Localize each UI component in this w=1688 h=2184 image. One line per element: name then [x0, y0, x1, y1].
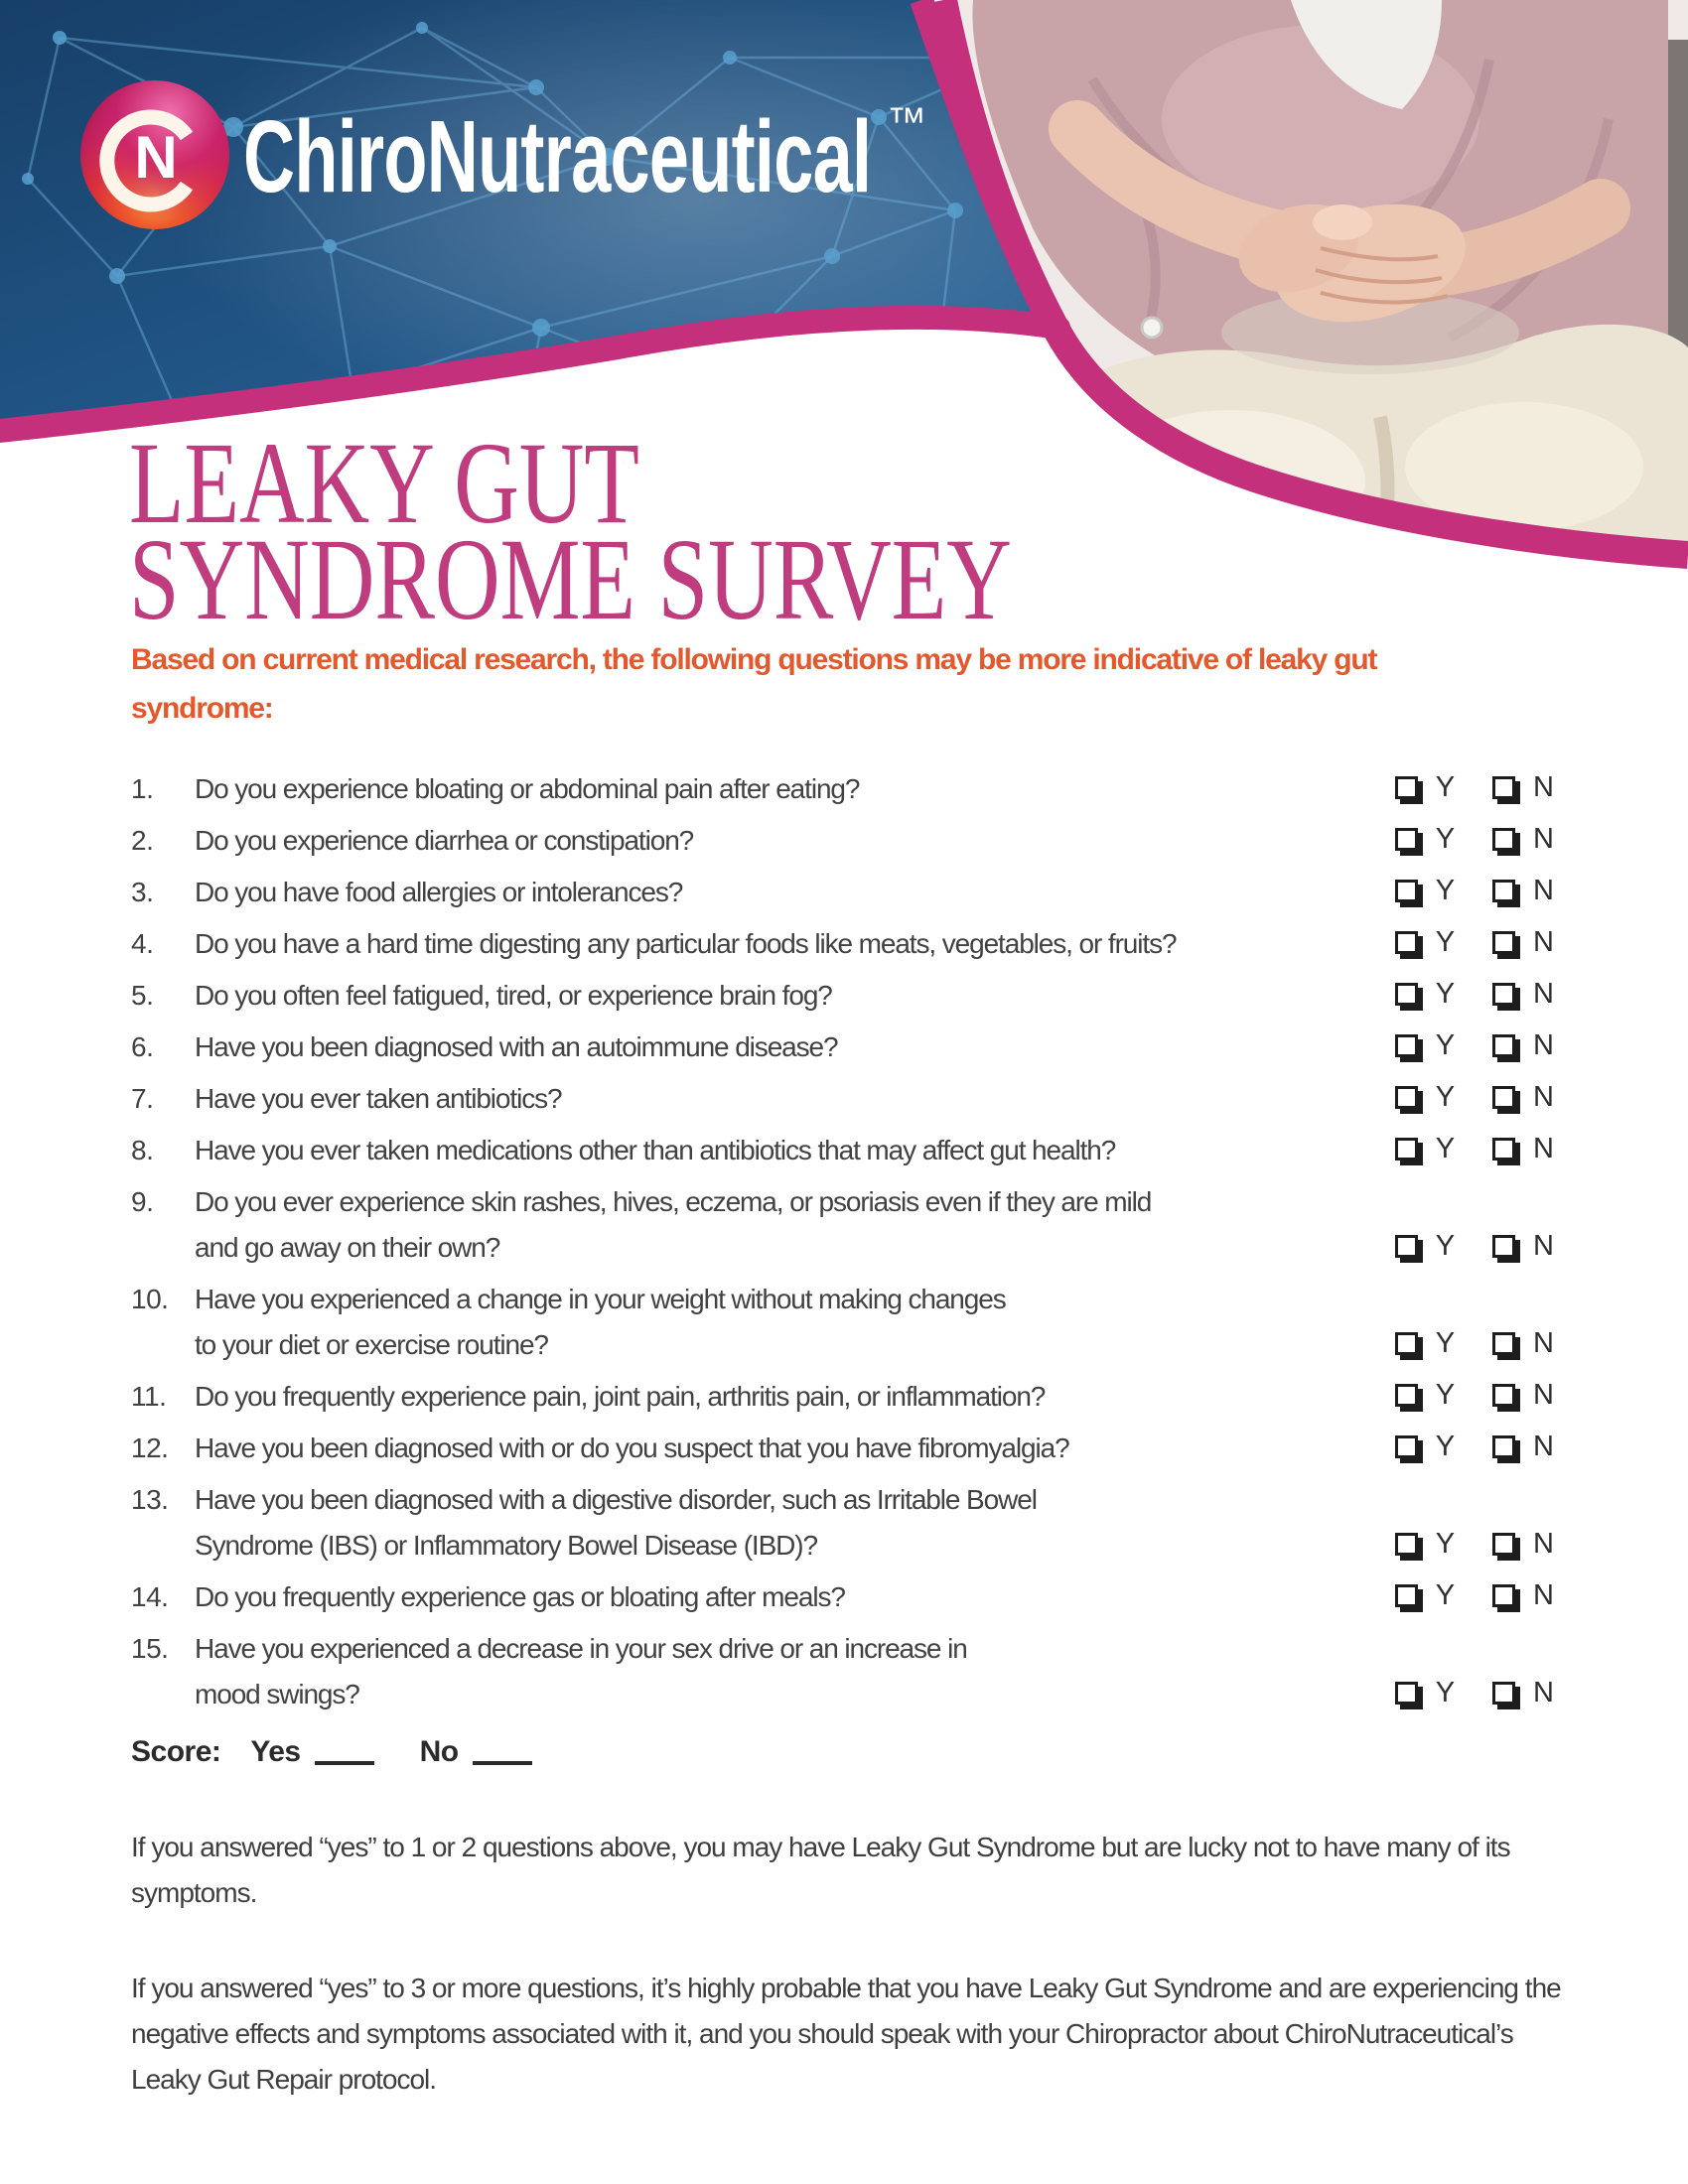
question-text	[195, 1128, 1383, 1173]
answer-options	[1383, 1379, 1554, 1412]
checkbox-no[interactable]	[1492, 776, 1515, 799]
question-text	[195, 1179, 1383, 1271]
answer-options	[1383, 978, 1554, 1011]
checkbox-no[interactable]	[1492, 1435, 1515, 1458]
score-yes-label: Yes	[250, 1735, 301, 1768]
checkbox-yes[interactable]	[1395, 828, 1418, 851]
answer-yes-label: Y	[1435, 926, 1456, 958]
answer-yes-group	[1395, 1133, 1455, 1165]
checkbox-yes[interactable]	[1395, 1332, 1418, 1355]
question-number: 2.	[131, 825, 154, 856]
question-number: 12.	[131, 1433, 169, 1463]
question-list	[131, 766, 1554, 1723]
checkbox-no[interactable]	[1492, 931, 1515, 954]
question-row	[131, 1277, 1554, 1368]
logo-letter-n: N	[134, 124, 178, 191]
answer-yes-label: Y	[1435, 978, 1456, 1010]
checkbox-yes[interactable]	[1395, 880, 1418, 902]
answer-yes-label: Y	[1435, 1230, 1456, 1262]
question-line: mood swings?	[195, 1679, 359, 1709]
question-row	[131, 1024, 1554, 1070]
answer-no-label: N	[1533, 1133, 1554, 1164]
question-text	[195, 973, 1383, 1019]
checkbox-yes[interactable]	[1395, 931, 1418, 954]
question-line: Have you experienced a change in your weight without making changes	[195, 1284, 1006, 1314]
answer-no-group	[1492, 1579, 1554, 1612]
checkbox-yes[interactable]	[1395, 1584, 1418, 1607]
question-text	[195, 870, 1383, 915]
question-number: 11.	[131, 1381, 167, 1412]
page-title-line2: SYNDROME SURVEY	[129, 514, 1012, 644]
question-line: Have you been diagnosed with a digestive disorder, such as Irritable Bowel	[195, 1484, 1037, 1515]
question-line: Do you have food allergies or intolerances?	[195, 877, 683, 907]
question-line: Do you often feel fatigued, tired, or experience brain fog?	[195, 980, 832, 1011]
question-row	[131, 1426, 1554, 1471]
answer-options	[1383, 1081, 1554, 1114]
question-text	[195, 1024, 1383, 1070]
answer-yes-group	[1395, 1528, 1455, 1561]
checkbox-yes[interactable]	[1395, 1435, 1418, 1458]
question-line: Do you have a hard time digesting any particular foods like meats, vegetables, or fruits?	[195, 928, 1177, 959]
checkbox-no[interactable]	[1492, 1034, 1515, 1057]
answer-no-group	[1492, 1431, 1554, 1463]
checkbox-no[interactable]	[1492, 880, 1515, 902]
answer-yes-label: Y	[1435, 1029, 1456, 1061]
answer-no-label: N	[1533, 875, 1554, 906]
question-text	[195, 1277, 1383, 1368]
answer-no-label: N	[1533, 926, 1554, 958]
checkbox-no[interactable]	[1492, 1235, 1515, 1258]
answer-yes-group	[1395, 926, 1455, 959]
question-row	[131, 1626, 1554, 1717]
checkbox-yes[interactable]	[1395, 1384, 1418, 1407]
answer-yes-group	[1395, 1230, 1455, 1263]
question-row	[131, 973, 1554, 1019]
checkbox-yes[interactable]	[1395, 1235, 1418, 1258]
checkbox-no[interactable]	[1492, 1533, 1515, 1556]
checkbox-yes[interactable]	[1395, 1533, 1418, 1556]
question-line: Do you experience diarrhea or constipation?	[195, 825, 694, 856]
question-text	[195, 1477, 1383, 1569]
answer-options	[1383, 926, 1554, 959]
question-text	[195, 1426, 1383, 1471]
question-text	[195, 921, 1383, 967]
question-number: 10.	[131, 1284, 169, 1314]
answer-yes-group	[1395, 875, 1455, 907]
question-number: 4.	[131, 928, 154, 959]
checkbox-no[interactable]	[1492, 983, 1515, 1006]
answer-no-group	[1492, 1133, 1554, 1165]
answer-no-label: N	[1533, 1327, 1554, 1359]
question-row	[131, 1477, 1554, 1569]
question-row	[131, 766, 1554, 812]
answer-no-label: N	[1533, 1579, 1554, 1611]
question-row	[131, 921, 1554, 967]
answer-options	[1383, 1230, 1554, 1263]
answer-options	[1383, 771, 1554, 804]
checkbox-no[interactable]	[1492, 1384, 1515, 1407]
answer-yes-group	[1395, 1431, 1455, 1463]
checkbox-yes[interactable]	[1395, 983, 1418, 1006]
answer-no-group	[1492, 1230, 1554, 1263]
question-number: 5.	[131, 980, 154, 1011]
checkbox-yes[interactable]	[1395, 776, 1418, 799]
score-row	[131, 1735, 578, 1769]
answer-options	[1383, 1133, 1554, 1165]
question-line: Do you frequently experience pain, joint pain, arthritis pain, or inflammation?	[195, 1381, 1046, 1412]
checkbox-no[interactable]	[1492, 1138, 1515, 1160]
answer-yes-label: Y	[1435, 823, 1456, 855]
question-text	[195, 1574, 1383, 1620]
answer-yes-group	[1395, 1327, 1455, 1360]
question-line: to your diet or exercise routine?	[195, 1329, 548, 1360]
trademark-symbol: ™	[887, 100, 926, 144]
answer-yes-label: Y	[1435, 1528, 1456, 1560]
question-number: 13.	[131, 1484, 169, 1515]
question-line: Syndrome (IBS) or Inflammatory Bowel Disease (IBD)?	[195, 1530, 818, 1561]
answer-no-label: N	[1533, 1230, 1554, 1262]
answer-no-label: N	[1533, 771, 1554, 803]
answer-yes-group	[1395, 1677, 1455, 1709]
checkbox-no[interactable]	[1492, 1332, 1515, 1355]
answer-options	[1383, 823, 1554, 856]
question-line: Do you ever experience skin rashes, hives, eczema, or psoriasis even if they are mild	[195, 1186, 1152, 1217]
answer-no-group	[1492, 823, 1554, 856]
intro-text: Based on current medical research, the following questions may be more indicative of leaky gut syndrome:	[131, 643, 1377, 725]
checkbox-no[interactable]	[1492, 1682, 1515, 1705]
question-line: Have you been diagnosed with or do you suspect that you have fibromyalgia?	[195, 1433, 1069, 1463]
answer-no-label: N	[1533, 823, 1554, 855]
question-row	[131, 1374, 1554, 1420]
answer-no-group	[1492, 978, 1554, 1011]
answer-yes-group	[1395, 1579, 1455, 1612]
answer-options	[1383, 1029, 1554, 1062]
question-row	[131, 1574, 1554, 1620]
page-title-line1: LEAKY GUT	[129, 418, 639, 548]
answer-yes-group	[1395, 1379, 1455, 1412]
answer-yes-label: Y	[1435, 1579, 1456, 1611]
answer-no-group	[1492, 1081, 1554, 1114]
question-text	[195, 1626, 1383, 1717]
answer-yes-label: Y	[1435, 1431, 1456, 1462]
score-yes-blank[interactable]	[315, 1761, 374, 1765]
question-line: Do you frequently experience gas or bloating after meals?	[195, 1581, 845, 1612]
answer-yes-label: Y	[1435, 1133, 1456, 1164]
checkbox-no[interactable]	[1492, 1086, 1515, 1109]
score-label: Score:	[131, 1735, 221, 1768]
question-number: 15.	[131, 1633, 169, 1664]
answer-yes-label: Y	[1435, 771, 1456, 803]
answer-yes-group	[1395, 1081, 1455, 1114]
answer-yes-label: Y	[1435, 1081, 1456, 1113]
answer-yes-label: Y	[1435, 1677, 1456, 1708]
question-number: 1.	[131, 773, 154, 804]
answer-yes-group	[1395, 978, 1455, 1011]
checkbox-yes[interactable]	[1395, 1086, 1418, 1109]
answer-options	[1383, 1677, 1554, 1709]
question-number: 3.	[131, 877, 154, 907]
answer-no-group	[1492, 1327, 1554, 1360]
answer-options	[1383, 1327, 1554, 1360]
answer-no-label: N	[1533, 1528, 1554, 1560]
answer-yes-label: Y	[1435, 1379, 1456, 1411]
question-text	[195, 766, 1383, 812]
answer-no-label: N	[1533, 978, 1554, 1010]
answer-no-label: N	[1533, 1029, 1554, 1061]
answer-options	[1383, 1579, 1554, 1612]
answer-no-label: N	[1533, 1677, 1554, 1708]
answer-yes-label: Y	[1435, 875, 1456, 906]
question-row	[131, 1128, 1554, 1173]
answer-no-label: N	[1533, 1431, 1554, 1462]
question-number: 7.	[131, 1083, 154, 1114]
answer-no-label: N	[1533, 1081, 1554, 1113]
answer-no-group	[1492, 1029, 1554, 1062]
answer-no-group	[1492, 875, 1554, 907]
checkbox-yes[interactable]	[1395, 1682, 1418, 1705]
question-text	[195, 818, 1383, 864]
question-line: Have you experienced a decrease in your sex drive or an increase in	[195, 1633, 967, 1664]
answer-no-group	[1492, 1528, 1554, 1561]
checkbox-no[interactable]	[1492, 828, 1515, 851]
question-line: Have you ever taken antibiotics?	[195, 1083, 562, 1114]
question-number: 14.	[131, 1581, 169, 1612]
answer-no-group	[1492, 1677, 1554, 1709]
answer-no-group	[1492, 771, 1554, 804]
result-explanation	[131, 1825, 1576, 2152]
answer-options	[1383, 875, 1554, 907]
answer-options	[1383, 1431, 1554, 1463]
checkbox-no[interactable]	[1492, 1584, 1515, 1607]
page-title	[129, 418, 1012, 644]
question-text	[195, 1076, 1383, 1122]
checkbox-yes[interactable]	[1395, 1034, 1418, 1057]
question-line: and go away on their own?	[195, 1232, 500, 1263]
question-row	[131, 1076, 1554, 1122]
question-number: 6.	[131, 1031, 154, 1062]
result-paragraph-1: If you answered “yes” to 1 or 2 questions above, you may have Leaky Gut Syndrome but are lucky not to have many of its symptoms.	[131, 1832, 1510, 1908]
brand-name: ChiroNutraceutical	[243, 99, 872, 214]
result-paragraph-2: If you answered “yes” to 3 or more questions, it’s highly probable that you have Leaky Gut Syndrome and are experiencing the negative effects and symptoms associated with it, and you should speak with your Chiropractor about ChiroNutraceutical’s Leaky Gut Repair protocol.	[131, 1973, 1561, 2095]
question-row	[131, 818, 1554, 864]
answer-yes-group	[1395, 1029, 1455, 1062]
question-row	[131, 1179, 1554, 1271]
answer-no-group	[1492, 1379, 1554, 1412]
question-row	[131, 870, 1554, 915]
question-number: 9.	[131, 1186, 154, 1217]
question-text	[195, 1374, 1383, 1420]
answer-options	[1383, 1528, 1554, 1561]
question-line: Have you ever taken medications other than antibiotics that may affect gut health?	[195, 1135, 1116, 1165]
answer-yes-group	[1395, 823, 1455, 856]
checkbox-yes[interactable]	[1395, 1138, 1418, 1160]
score-no-blank[interactable]	[473, 1761, 532, 1765]
question-number: 8.	[131, 1135, 154, 1165]
answer-no-label: N	[1533, 1379, 1554, 1411]
answer-yes-label: Y	[1435, 1327, 1456, 1359]
score-no-label: No	[419, 1735, 459, 1768]
question-line: Have you been diagnosed with an autoimmune disease?	[195, 1031, 838, 1062]
question-line: Do you experience bloating or abdominal pain after eating?	[195, 773, 860, 804]
answer-yes-group	[1395, 771, 1455, 804]
answer-no-group	[1492, 926, 1554, 959]
